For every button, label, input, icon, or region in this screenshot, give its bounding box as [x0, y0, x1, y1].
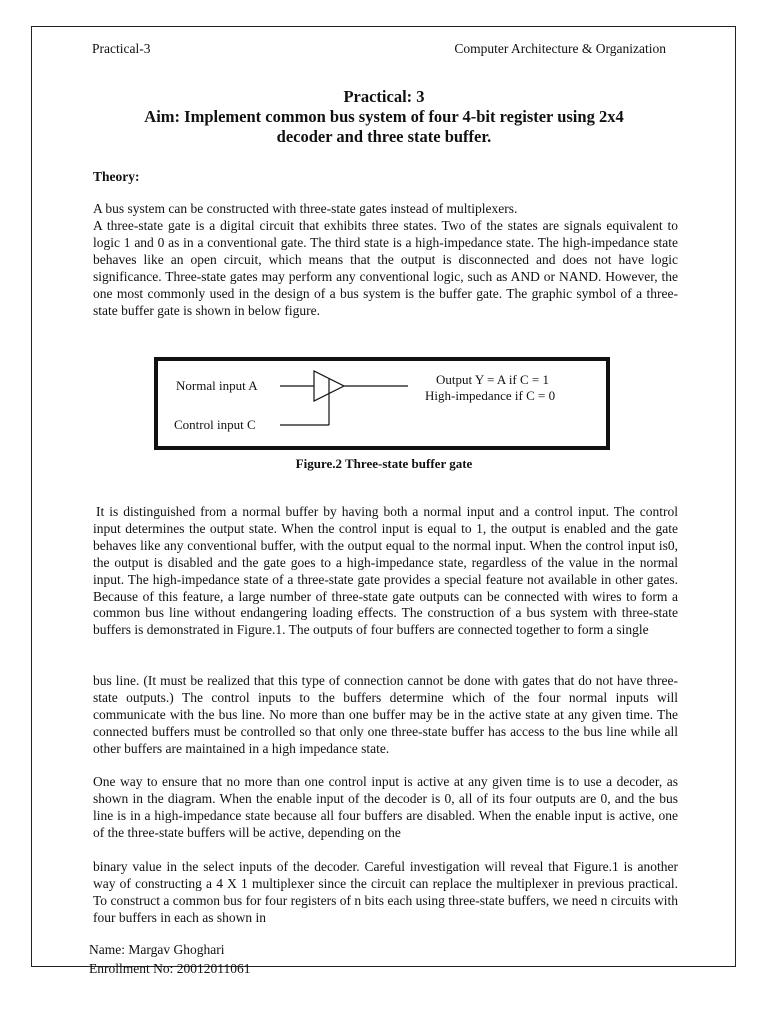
- paragraph-three-state: A three-state gate is a digital circuit that exhibits three states. Two of the states are signals equivalent to logic 1 and 0 as in a conventional gate. The third state is a high-impedance state. The high-impedance state behaves like an open circuit, which means that the output is disconnected and does not have logic significance. Three-state gates may perform any conventional logic, such as AND or NAND. However, the one most commonly used in the design of a bus system is the buffer gate. The graphic symbol of a three-state buffer gate is shown in below figure.: [93, 218, 678, 318]
- normal-input-label: Normal input A: [176, 378, 258, 393]
- buffer-diagram: [158, 361, 606, 446]
- control-input-label: Control input C: [174, 417, 256, 432]
- paragraph-decoder: One way to ensure that no more than one control input is active at any given time is to use a decoder, as shown in the diagram. When the enable input of the decoder is 0, all of its four outputs are 0, and the bus line is in a high-impedance state because all four buffers are disabled. When the enable input is active, one of the three-state buffers will be active, depending on the: [93, 774, 678, 840]
- title-line-1: Practical: 3: [343, 87, 425, 106]
- three-state-buffer-figure: [154, 357, 610, 450]
- header-left: Practical-3: [92, 41, 151, 56]
- theory-heading: Theory:: [93, 169, 140, 184]
- paragraph-buffer-behavior: It is distinguished from a normal buffer by having both a normal input and a control input. The control input determines the output state. When the control input is equal to 1, the output is enabled and the gate behaves like any conventional buffer, with the output equal to the normal input. When the control input is0, the output is disabled and the gate goes to a high-impedance state, regardless of the value in the normal input. The high-impedance state of a three-state gate provides a special feature not available in other gates. Because of this feature, a large number of three-state gate outputs can be connected with wires to form a common bus line without endangering loading effects. The construction of a bus system with three-state buffers is demonstrated in Figure.1. The outputs of four buffers are connected together to form a single: [93, 504, 678, 638]
- output-label-line-1: Output Y = A if C = 1: [436, 372, 550, 387]
- footer-enrollment: Enrollment No: 20012011061: [89, 961, 251, 976]
- footer-name: Name: Margav Ghoghari: [89, 942, 225, 957]
- title-line-3: decoder and three state buffer.: [276, 127, 492, 146]
- figure-caption: Figure.2 Three-state buffer gate: [295, 456, 473, 471]
- paragraph-multiplexer: binary value in the select inputs of the decoder. Careful investigation will reveal that Figure.1 is another way of constructing a 4 X 1 multiplexer since the circuit can replace the multiplexer in previous practical. To construct a common bus for four registers of n bits each using three-state buffers, we need n circuits with four buffers in each as shown in: [93, 859, 678, 925]
- paragraph-bus-line: bus line. (It must be realized that this type of connection cannot be done with gates that do not have three-state outputs.) The control inputs to the buffers determine which of the four normal inputs will communicate with the bus line. No more than one buffer may be in the active state at any given time. The connected buffers must be controlled so that only one three-state buffer has access to the bus line while all other buffers are maintained in a high impedance state.: [93, 673, 678, 756]
- page-title: [60, 87, 708, 147]
- output-label-line-2: High-impedance if C = 0: [425, 388, 556, 403]
- title-line-2: Aim: Implement common bus system of four 4-bit register using 2x4: [144, 107, 624, 126]
- paragraph-intro: A bus system can be constructed with three-state gates instead of multiplexers.: [93, 201, 518, 216]
- header-right: Computer Architecture & Organization: [454, 41, 666, 56]
